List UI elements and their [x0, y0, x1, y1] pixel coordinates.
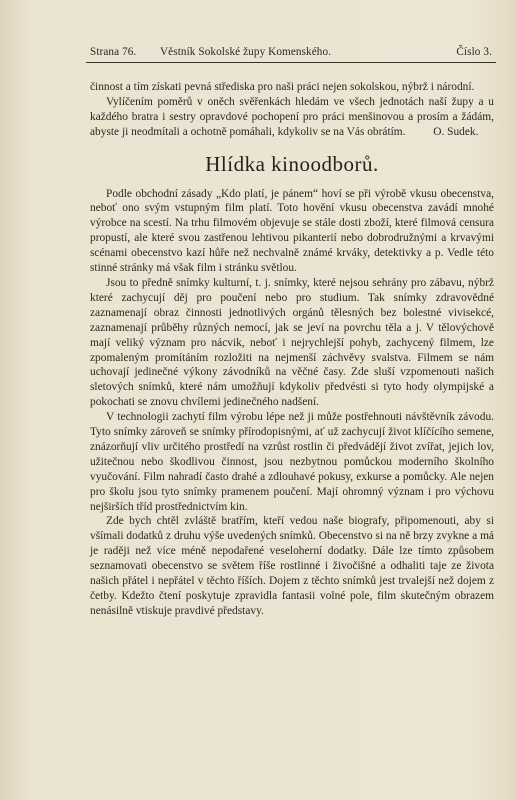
signature: O. Sudek. — [433, 125, 479, 138]
article-paragraph-4: Zde bych chtěl zvláště bratřím, kteří vedou naše biografy, připomenouti, aby si všímali dodatků z druhu výše uvedených snímků. Obecenstvo si na ně brzy zvykne a má je raději než více méně nepodařené veseloherní dodatky. Dále lze tímto způsobem seznamovati obecenstvo se světem říše rostlinné i živočišné a odhaliti taje ze života našich přátel i nepřátel v těchto říších. Dojem z těchto snímků jest trvalejší než dojem z četby. Kdežto čtení poskytuje zpravidla fantasii volné pole, film skutečným obrazem nenásilně vtiskuje pravdivé představy. — [90, 515, 494, 617]
intro-paragraph-2 — [90, 95, 494, 140]
article-paragraph-3: V technologii zachytí film výrobu lépe než ji může postřehnouti návštěvník závodu. Tyto snímky zároveň se snímky přírodopisnými, ať už zachycují život klíčícího semene, znázorňují vliv určitého prostředí na vzrůst rostlin či předvádějí život zvířat, jejich lov, užitečnou nebo škodlivou činnost, jsou nezbytnou pomůckou moderního školního vyučování. Film nahradí často drahé a zdlouhavé pokusy, exkurse a pomůcky. Ale nejen pro školu jsou tyto snímky pramenem poučení. Mají ohromný význam i pro výchovu nejširších tříd prostřednictvím kin. — [90, 411, 494, 513]
issue-number: Číslo 3. — [456, 46, 492, 58]
header-rule — [86, 62, 496, 63]
page-number: Strana 76. — [90, 46, 137, 58]
article-paragraph-2: Jsou to předně snímky kulturní, t. j. snímky, které nejsou sehrány pro zábavu, nýbrž které zachycují děj pro poučení nebo pro studium. Tak snímky zdravovědné zaznamenají obraz činnosti jednotlivých orgánů tělesných bez bolestné vivisekcé, zaznamenají průběhy různých nemocí, jak se jeví na povrchu těla a j. V tělovýchově mají veliký význam pro nácvik, neboť i nejrychlejší pohyb, zachycený filmem, lze zpomaleným promítáním rozložiti na nejmenší záchvěvy svalstva. Filmem se nám uchovají jedinečné výkony závodníků na věčné časy. Zde sluší vzpomenouti našich sletových snímků, které nám umožňují kdykoliv předvésti si tyto hody olympijské a pokochati se znovu chvílemi jedinečného nadšení. — [90, 276, 494, 409]
article-paragraph-1: Podle obchodní zásady „Kdo platí, je pánem“ hoví se při výrobě vkusu obecenstva, neboť ono svým vstupným film platí. Toto hovění vkusu obecenstva zavádí mnohé výrobce na scestí. Na trhu filmovém objevuje se stále dosti zboží, které filmová censura propustí, ale které svou zastřenou lehtivou pikanterií nebo dobrodružnými a krvavými scénami obecenstvo kazí hůře než nechvalně známé krváky, detektivky a p. Vedle této stinné stránky má však film i stránku světlou. — [90, 187, 494, 275]
journal-title: Věstník Sokolské župy Komenského. — [160, 46, 332, 58]
article-title: Hlídka kinoodborů. — [205, 151, 379, 176]
page-body — [90, 80, 494, 619]
intro-paragraph-2-text: Vylíčením poměrů v oněch svěřenkách hledám ve všech jednotách naší župy a u každého bratra i sestry opravdové pochopení pro práci menšinovou a prosím a žádám, abyste ji neodmítali a ochotně pomáhali, kdykoliv se na Vás obrátím. — [90, 95, 494, 138]
intro-paragraph-1: činnost a tím získati pevná střediska pro naši práci nejen sokolskou, nýbrž i národní. — [90, 81, 475, 93]
